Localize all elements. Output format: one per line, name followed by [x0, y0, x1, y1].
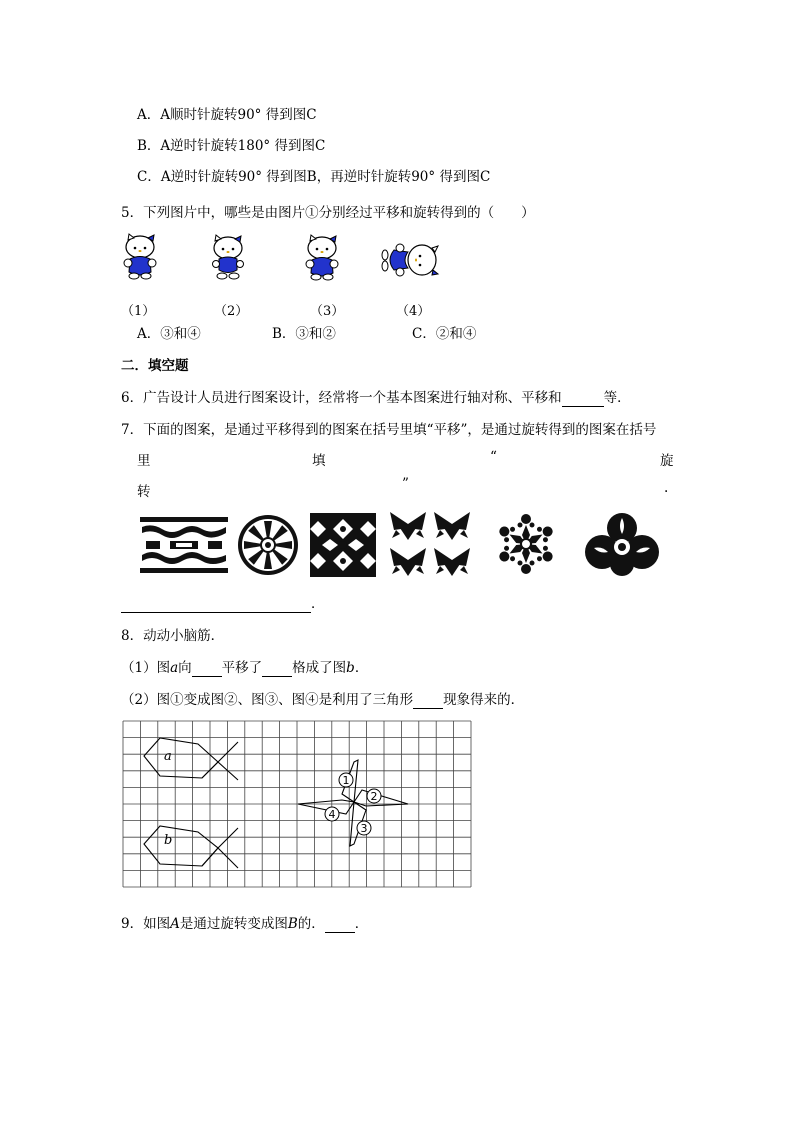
q8-p1-var-b: b [346, 660, 355, 676]
q8-p2-a: （2）图①变成图②、图③、图④是利用了三角形 [121, 692, 414, 708]
q8-steps-blank[interactable] [262, 660, 292, 677]
kitty-figure-2 [206, 234, 250, 280]
q6-text [121, 386, 631, 407]
q8-p1-c: 平移了 [221, 660, 263, 676]
q9-d: ． [354, 916, 369, 932]
q8-direction-blank[interactable] [192, 660, 222, 677]
q8-p1-var-a: a [170, 660, 179, 676]
q8-p1-b: 向 [178, 660, 192, 676]
grid-num-3: 3 [360, 822, 368, 835]
q9-answer-blank[interactable] [325, 916, 355, 933]
q9-var-b: B [287, 916, 298, 932]
q7-line2-word1: 里 [137, 453, 151, 469]
q4-option-c: C．A逆时针旋转90° 得到图B，再逆时针旋转90° 得到图C [137, 169, 491, 185]
pattern-lattice [310, 513, 376, 577]
q8-title: 8．动动小脑筋． [121, 628, 225, 644]
q8-phenomenon-blank[interactable] [413, 692, 443, 709]
grid-label-b: b [164, 833, 173, 848]
q7-line3-word3: . [664, 480, 669, 496]
q9-text [121, 912, 368, 933]
pattern-band-1 [140, 515, 228, 575]
q5-label-2: （2） [214, 304, 249, 319]
q4-option-a: A．A顺时针旋转90° 得到图C [137, 107, 317, 123]
q5-label-3: （3） [310, 304, 345, 319]
kitty-figure-4 [378, 240, 440, 280]
q7-line2-word3: “ [490, 449, 497, 465]
q7-line2-word2: 填 [312, 453, 326, 469]
q7-line1: 7．下面的图案，是通过平移得到的图案在括号里填“平移”，是通过旋转得到的图案在括号 [121, 422, 657, 438]
q5-stem: 5．下列图片中，哪些是由图片①分别经过平移和旋转得到的（ ） [121, 205, 535, 221]
section-title: 二．填空题 [121, 358, 189, 374]
q8-p1-a: （1）图 [121, 660, 171, 676]
q6-answer-blank[interactable] [562, 390, 604, 407]
q7-line2-word4: 旋 [660, 453, 674, 469]
q9-var-a: A [170, 916, 180, 932]
q7-line3-word2: ” [402, 476, 409, 492]
grid-num-4: 4 [328, 808, 336, 821]
grid-num-1: 1 [342, 774, 350, 787]
q6-after: 等． [603, 390, 631, 406]
q5-label-4: （4） [396, 304, 431, 319]
pattern-rosette [236, 513, 300, 577]
pattern-clover [580, 512, 664, 580]
q8-p2-b: 现象得来的． [443, 692, 525, 708]
grid-num-2: 2 [370, 790, 378, 803]
kitty-figure-1 [118, 232, 166, 280]
q9-b: 是通过旋转变成图 [179, 916, 288, 932]
grid-figure [122, 720, 472, 888]
grid-label-a: a [164, 749, 172, 764]
q7-answer-end: ． [311, 596, 325, 612]
pattern-bows [388, 508, 474, 578]
q9-c: 的． [297, 916, 325, 932]
q8-part2 [121, 688, 524, 709]
q5-option-a: A．③和④ [137, 326, 201, 342]
q7-answer-line [121, 592, 325, 613]
q9-a: 9．如图 [121, 916, 171, 932]
q5-label-1: （1） [121, 304, 156, 319]
q8-p1-d: 格成了图 [292, 660, 347, 676]
q8-part1 [121, 656, 368, 677]
kitty-figure-3 [298, 233, 346, 281]
q7-answer-blank[interactable] [121, 596, 311, 613]
q6-before: 6．广告设计人员进行图案设计，经常将一个基本图案进行轴对称、平移和 [121, 390, 562, 406]
pattern-snowflake [490, 511, 562, 577]
q8-p1-e: ． [354, 660, 369, 676]
q5-option-b: B．③和② [272, 326, 336, 342]
q5-option-c: C．②和④ [412, 326, 477, 342]
q4-option-b: B．A逆时针旋转180° 得到图C [137, 138, 326, 154]
q7-line3-word1: 转 [137, 484, 151, 500]
